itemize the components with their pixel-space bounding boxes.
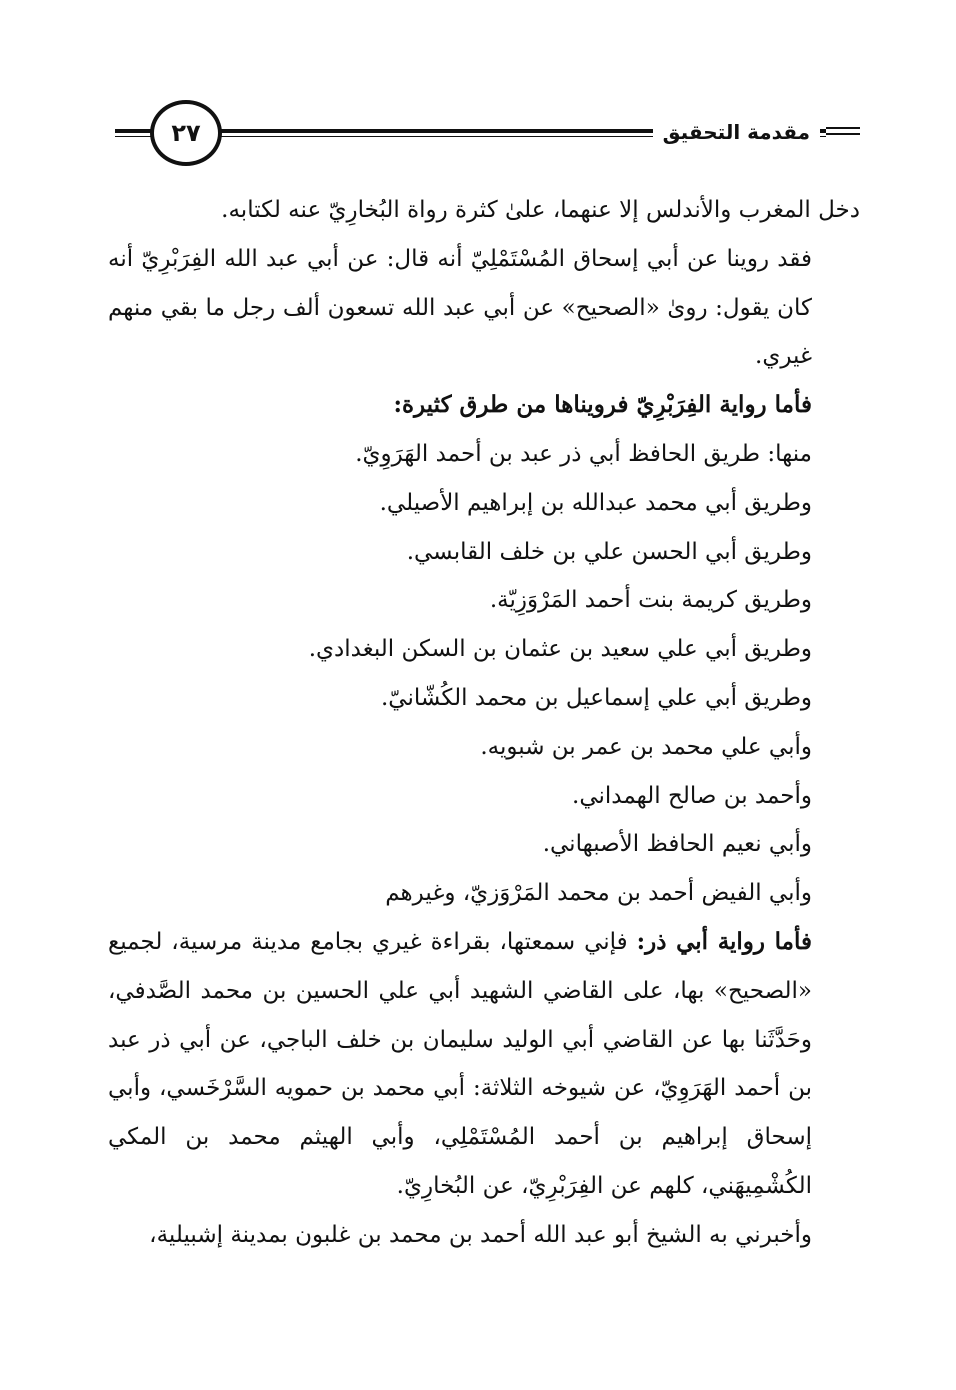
running-header xyxy=(115,100,860,170)
list-item: وأحمد بن صالح الهمداني. xyxy=(572,782,812,809)
header-title: مقدمة التحقيق xyxy=(653,114,820,150)
list-item: وطريق كريمة بنت أحمد المَرْوَزِيّة. xyxy=(489,587,812,614)
main-text xyxy=(108,186,860,1260)
header-ornament xyxy=(826,122,860,142)
list-item: وطريق أبي علي سعيد بن عثمان بن السكن البغدادي. xyxy=(308,636,812,663)
list-item: وأبي نعيم الحافظ الأصبهاني. xyxy=(542,831,812,858)
abu-dharr-text: فإني سمعتها، بقراءة غيري بجامع مدينة مرسية، لجميع «الصحيح» بها، على القاضي الشهيد أبي علي الحسين بن محمد الصَّدفي، وحَدَّثَنا بها عن القاضي أبي الوليد سليمان بن خلف الباجي، عن أبي ذر عبد بن أحمد الهَرَوِيّ، عن شيوخه الثلاثة: أبي محمد بن حمويه السَّرْخَسي، وأبي إسحاق إبراهيم بن أحمد المُسْتَمْلِي، وأبي الهيثم محمد بن المكي الكُشْمِيهَني، كلهم عن الفِرَبْرِيّ، عن البُخارِيّ. xyxy=(108,928,812,1199)
list-item: منها: طريق الحافظ أبي ذر عبد بن أحمد الهَرَوِيّ. xyxy=(355,440,812,467)
list-item: وطريق أبي علي إسماعيل بن محمد الكُشّانيّ. xyxy=(380,684,812,711)
paragraph-riwaya: فقد روينا عن أبي إسحاق المُسْتَمْلِيّ أنه قال: عن أبي عبد الله الفِرَبْرِيّ أنه كان يقول: روىٰ «الصحيح» عن أبي عبد الله تسعون ألف رجل ما بقي منهم غيري. xyxy=(108,245,812,370)
list-item: وأبي الفيض أحمد بن محمد المَرْوَزيّ، وغيرهم xyxy=(385,880,812,907)
list-item: وأبي علي محمد بن عمر بن شبويه. xyxy=(480,733,812,760)
abu-dharr-lead: فأما رواية أبي ذر: xyxy=(636,927,812,955)
page-number: ٢٧ xyxy=(150,100,222,166)
paragraph-intro: دخل المغرب والأندلس إلا عنهما، علىٰ كثرة رواة البُخارِيّ عنه لكتابه. xyxy=(221,197,860,223)
paragraph-abu-dharr xyxy=(108,918,860,1211)
section-heading-firabri: فأما رواية الفِرَبْرِيّ فرويناها من طرق كثيرة: xyxy=(393,391,812,419)
list-item: وطريق أبي الحسن علي بن خلف القابسي. xyxy=(406,538,812,565)
list-item: وطريق أبي محمد عبدالله بن إبراهيم الأصيلي. xyxy=(379,489,812,516)
paragraph-last: وأخبرني به الشيخ أبو عبد الله أحمد بن محمد بن غلبون بمدينة إشبيلية، xyxy=(149,1221,812,1248)
